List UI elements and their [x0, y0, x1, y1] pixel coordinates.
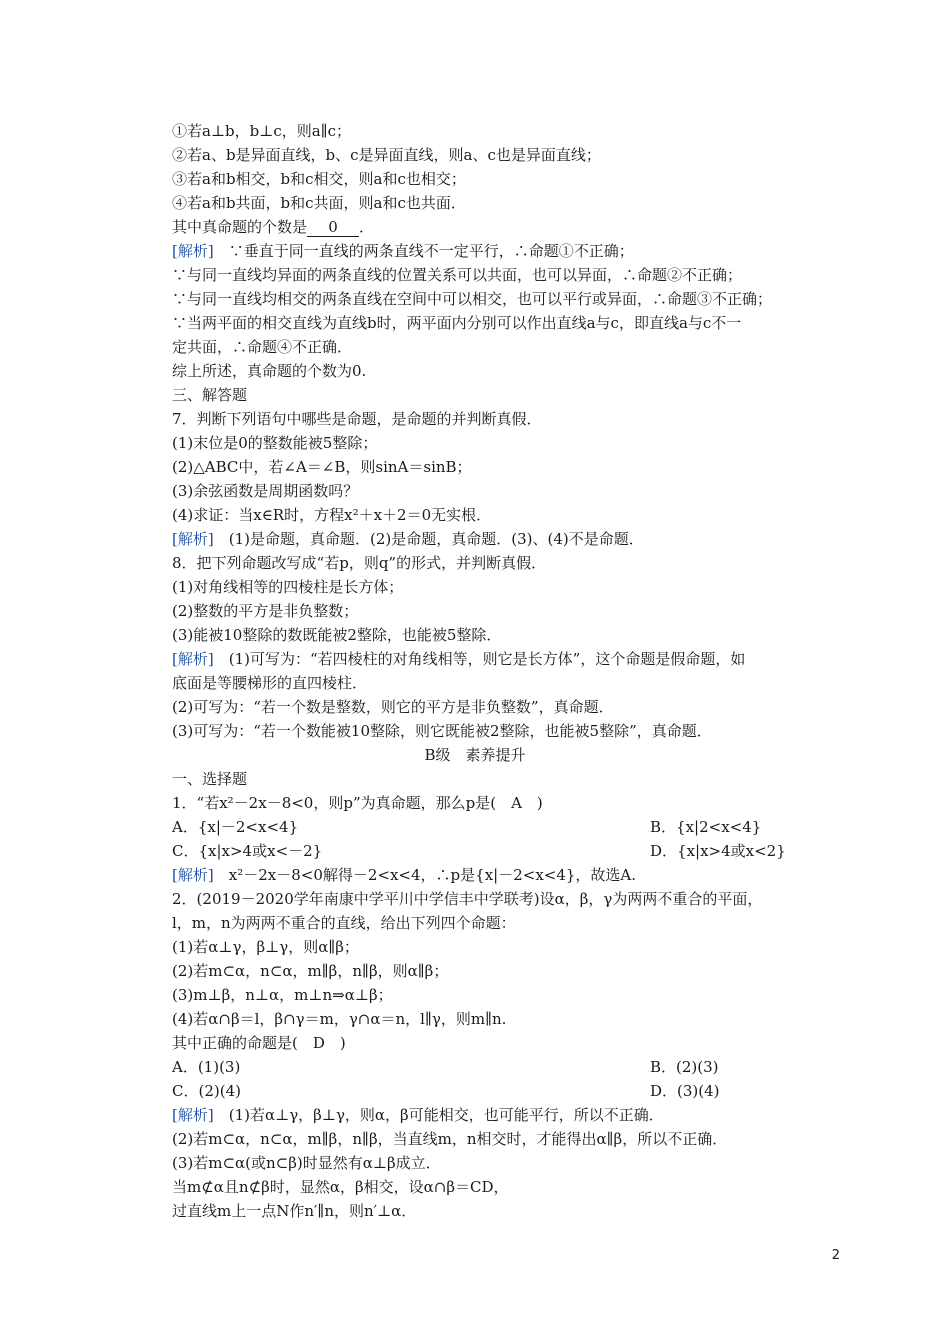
analysis-line: (2)可写为：“若一个数是整数，则它的平方是非负整数”，真命题．: [172, 698, 614, 716]
analysis-tag: [解析]: [172, 530, 214, 548]
list-item: (3)能被10整除的数既能被2整除，也能被5整除．: [172, 626, 502, 644]
option-d: D．(3)(4): [650, 1082, 720, 1100]
proposition-2: ②若a、b是异面直线，b、c是异面直线，则a、c也是异面直线；: [172, 146, 601, 164]
option-a: A．{x|－2<x<4}: [172, 818, 299, 836]
proposition-3: ③若a和b相交，b和c相交，则a和c也相交；: [172, 170, 466, 188]
analysis-tag: [解析]: [172, 650, 214, 668]
analysis-line: [解析] x²－2x－8<0解得－2<x<4，∴p是{x|－2<x<4}，故选A.: [172, 866, 637, 884]
analysis-line: [解析] (1)可写为：“若四棱柱的对角线相等，则它是长方体”，这个命题是假命题，如: [172, 650, 746, 668]
analysis-line: ∵当两平面的相交直线为直线b时，两平面内分别可以作出直线a与c，即直线a与c不一: [172, 314, 742, 332]
section-heading: 三、解答题: [172, 386, 248, 404]
analysis-line: (3)若m⊂α(或n⊂β)时显然有α⊥β成立．: [172, 1154, 441, 1172]
option-c: C．(2)(4): [172, 1082, 241, 1100]
list-item: (1)对角线相等的四棱柱是长方体；: [172, 578, 404, 596]
proposition-4: ④若a和b共面，b和c共面，则a和c也共面．: [172, 194, 466, 212]
analysis-line: 过直线m上一点N作n′∥n，则n′⊥α．: [172, 1202, 417, 1220]
analysis-line: [解析] ∵垂直于同一直线的两条直线不一定平行，∴命题①不正确；: [172, 242, 634, 260]
question-6-prompt: 其中真命题的个数是 0 ．: [172, 218, 375, 236]
analysis-line: (3)可写为：“若一个数能被10整除，则它既能被2整除，也能被5整除”，真命题．: [172, 722, 712, 740]
question-2: 2．(2019－2020学年南康中学平川中学信丰中学联考)设α，β，γ为两两不重合的平面，: [172, 890, 763, 908]
analysis-line: [解析] (1)若α⊥γ，β⊥γ，则α，β可能相交，也可能平行，所以不正确．: [172, 1106, 664, 1124]
option-b: B．{x|2<x<4}: [650, 818, 762, 836]
question-2: l，m，n为两两不重合的直线，给出下列四个命题：: [172, 914, 516, 932]
options-row: [172, 1056, 832, 1079]
analysis-tag: [解析]: [172, 866, 214, 884]
list-item: (1)末位是0的整数能被5整除；: [172, 434, 378, 452]
analysis-line: 当m⊄α且n⊄β时，显然α，β相交，设α∩β＝CD，: [172, 1178, 509, 1196]
analysis-line: 定共面，∴命题④不正确．: [172, 338, 353, 356]
question-8: 8．把下列命题改写成“若p，则q”的形式，并判断真假．: [172, 554, 547, 572]
analysis-line: ∵与同一直线均异面的两条直线的位置关系可以共面，也可以异面，∴命题②不正确；: [172, 266, 743, 284]
level-heading: B级 素养提升: [424, 746, 526, 764]
list-item: (3)m⊥β，n⊥α，m⊥n⇒α⊥β；: [172, 986, 393, 1004]
list-item: (2)若m⊂α，n⊂α，m∥β，n∥β，则α∥β；: [172, 962, 449, 980]
analysis-line: [解析] (1)是命题，真命题．(2)是命题，真命题．(3)、(4)不是命题．: [172, 530, 644, 548]
answer-blank: 0: [307, 218, 359, 237]
options-row: [172, 840, 832, 863]
option-d: D．{x|x>4或x<2}: [650, 842, 786, 860]
list-item: (1)若α⊥γ，β⊥γ，则α∥β；: [172, 938, 359, 956]
option-b: B．(2)(3): [650, 1058, 719, 1076]
page-number: 2: [831, 1248, 840, 1263]
options-row: [172, 1080, 832, 1103]
option-a: A．(1)(3): [172, 1058, 241, 1076]
question-7: 7．判断下列语句中哪些是命题，是命题的并判断真假．: [172, 410, 542, 428]
analysis-tag: [解析]: [172, 242, 214, 260]
analysis-line: ∵与同一直线均相交的两条直线在空间中可以相交，也可以平行或异面，∴命题③不正确；: [172, 290, 773, 308]
option-c: C．{x|x>4或x<－2}: [172, 842, 323, 860]
analysis-line: 底面是等腰梯形的直四棱柱．: [172, 674, 368, 692]
proposition-1: ①若a⊥b，b⊥c，则a∥c；: [172, 122, 352, 140]
list-item: (4)若α∩β＝l，β∩γ＝m，γ∩α＝n，l∥γ，则m∥n.: [172, 1010, 507, 1028]
options-row: [172, 816, 832, 839]
list-item: (3)余弦函数是周期函数吗？: [172, 482, 359, 500]
summary-line: 综上所述，真命题的个数为0.: [172, 362, 367, 380]
analysis-tag: [解析]: [172, 1106, 214, 1124]
list-item: (2)△ABC中，若∠A＝∠B，则sinA＝sinB；: [172, 458, 472, 476]
question-1: 1．“若x²－2x－8<0，则p”为真命题，那么p是( A ): [172, 794, 543, 812]
list-item: (4)求证：当x∈R时，方程x²＋x＋2＝0无实根．: [172, 506, 492, 524]
section-heading: 一、选择题: [172, 770, 248, 788]
list-item: (2)整数的平方是非负整数；: [172, 602, 359, 620]
analysis-line: (2)若m⊂α，n⊂α，m∥β，n∥β，当直线m，n相交时，才能得出α∥β，所以不正确．: [172, 1130, 728, 1148]
question-prompt: 其中正确的命题是( D ): [172, 1034, 346, 1052]
